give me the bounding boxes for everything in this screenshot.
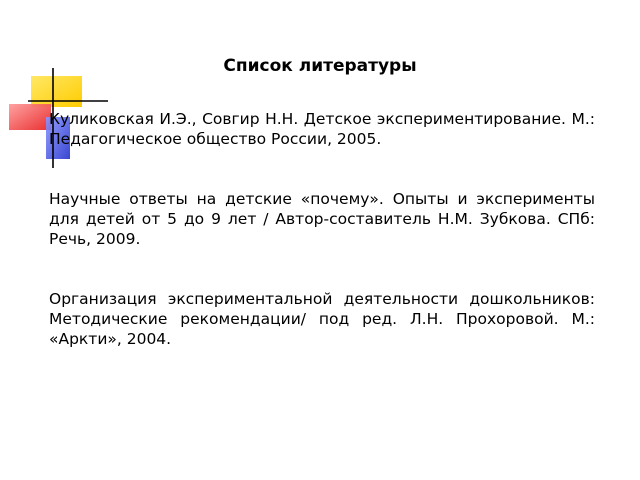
bibliography-list: [49, 109, 595, 389]
yellow-square: [31, 76, 82, 107]
slide-title: Список литературы: [223, 56, 417, 76]
bibliography-item: Куликовская И.Э., Совгир Н.Н. Детское экспериментирование. М.: Педагогическое общество России, 2005.: [49, 110, 595, 148]
bibliography-item: Организация экспериментальной деятельности дошкольников: Методические рекомендации/ под ред. Л.Н. Прохоровой. М.: «Аркти», 2004.: [49, 290, 595, 348]
bibliography-item: Научные ответы на детские «почему». Опыты и эксперименты для детей от 5 до 9 лет / Автор-составитель Н.М. Зубкова. СПб: Речь, 2009.: [49, 190, 595, 248]
red-square: [9, 104, 51, 130]
